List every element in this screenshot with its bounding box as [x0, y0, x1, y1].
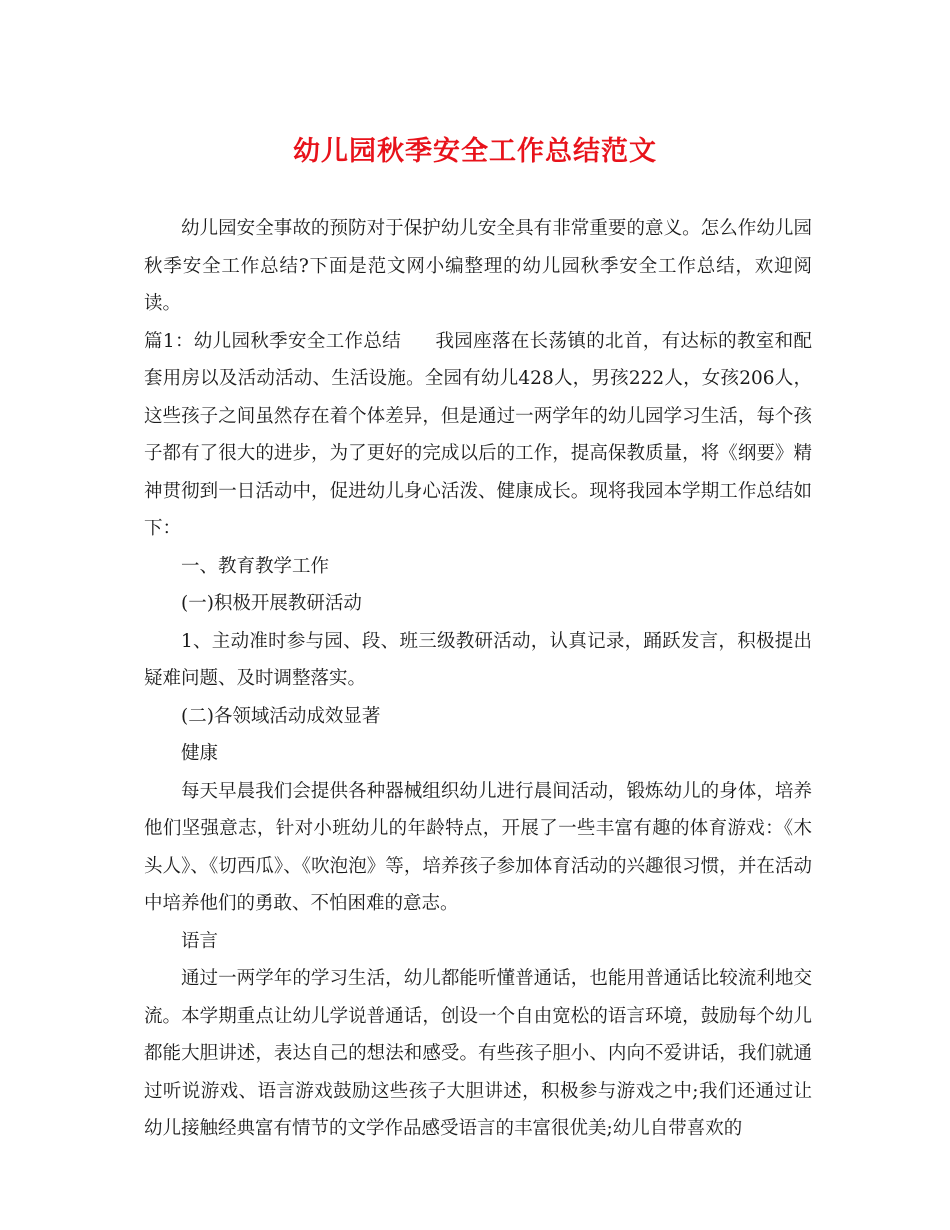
- subsection2-heading: (二)各领域活动成效显著: [181, 705, 381, 727]
- item1-paragraph: 1、主动准时参与园、段、班三级教研活动，认真记录，踊跃发言，积极提出疑难问题、及时调整落实。: [144, 630, 812, 689]
- document-title: 幼儿园秋季安全工作总结范文: [293, 136, 657, 167]
- document-body: [144, 210, 812, 1148]
- part1-paragraph: [144, 323, 812, 548]
- part1-heading: 篇1：幼儿园秋季安全工作总结: [144, 330, 402, 352]
- part1-text: 我园座落在长荡镇的北首，有达标的教室和配套用房以及活动活动、生活设施。全园有幼儿428人，男孩222人，女孩206人，这些孩子之间虽然存在着个体差异，但是通过一两学年的幼儿园学习生活，每个孩子都有了很大的进步，为了更好的完成以后的工作，提高保教质量，将《纲要》精神贯彻到一日活动中，促进幼儿身心活泼、健康成长。现将我园本学期工作总结如下：: [144, 330, 812, 539]
- language-paragraph: 通过一两学年的学习生活，幼儿都能听懂普通话，也能用普通话比较流利地交流。本学期重点让幼儿学说普通话，创设一个自由宽松的语言环境，鼓励每个幼儿都能大胆讲述，表达自己的想法和感受。有些孩子胆小、内向不爱讲话，我们就通过听说游戏、语言游戏鼓励这些孩子大胆讲述，积极参与游戏之中;我们还通过让幼儿接触经典富有情节的文学作品感受语言的丰富很优美;幼儿自带喜欢的: [144, 968, 812, 1139]
- health-heading: 健康: [181, 743, 219, 764]
- language-heading: 语言: [181, 930, 219, 952]
- health-paragraph: 每天早晨我们会提供各种器械组织幼儿进行晨间活动，锻炼幼儿的身体，培养他们坚强意志，针对小班幼儿的年龄特点，开展了一些丰富有趣的体育游戏：《木头人》、《切西瓜》、《吹泡泡》等，培养孩子参加体育活动的兴趣很习惯，并在活动中培养他们的勇敢、不怕困难的意志。: [144, 780, 812, 914]
- subsection1-heading: (一)积极开展教研活动: [181, 593, 362, 614]
- intro-paragraph: 幼儿园安全事故的预防对于保护幼儿安全具有非常重要的意义。怎么作幼儿园秋季安全工作总结?下面是范文网小编整理的幼儿园秋季安全工作总结，欢迎阅读。: [144, 218, 812, 314]
- section1-heading: 一、教育教学工作: [181, 555, 330, 577]
